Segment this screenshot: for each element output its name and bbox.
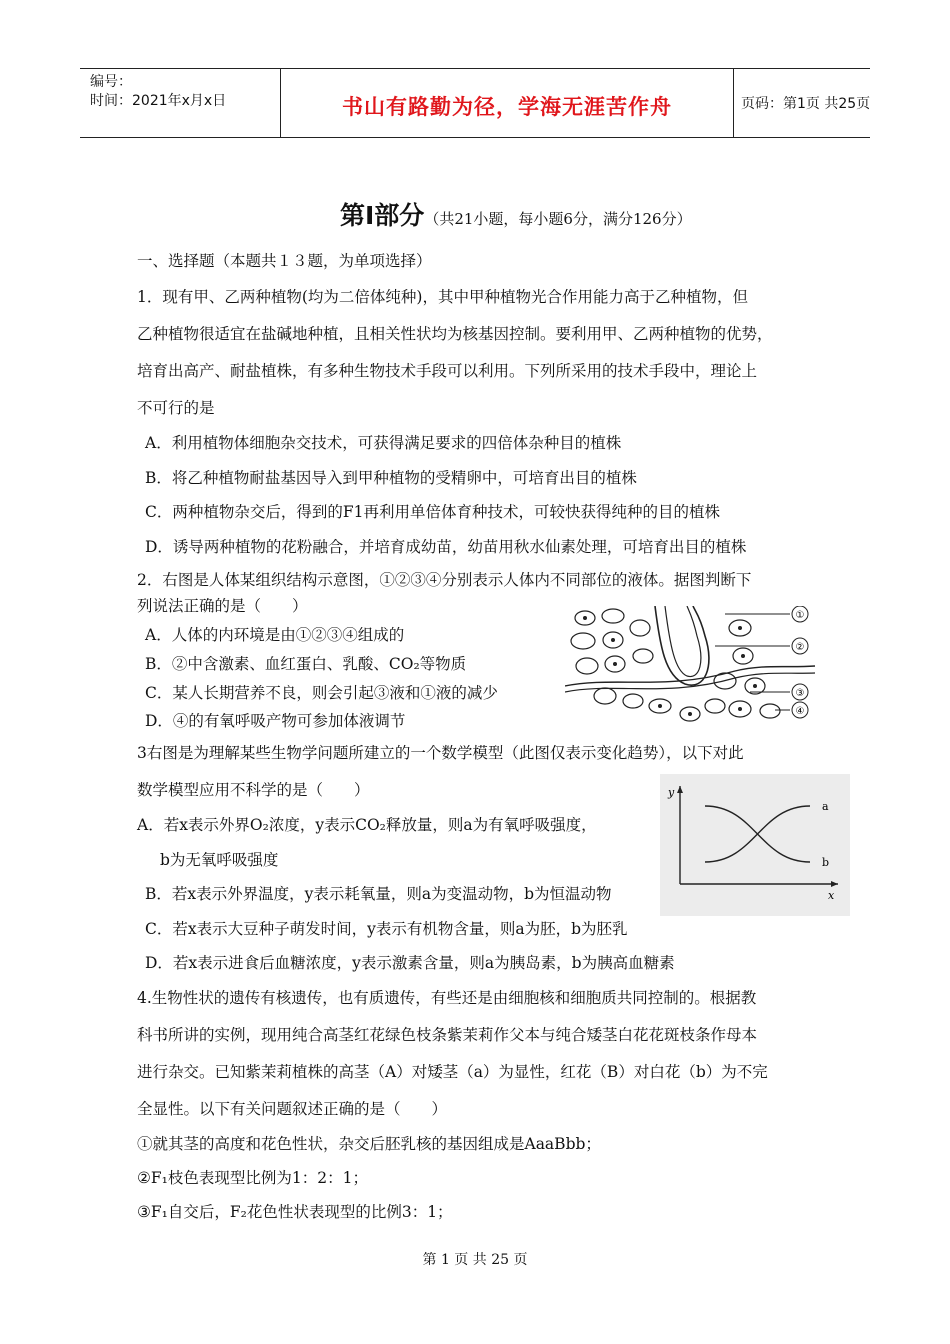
q2-option-d: D．④的有氧呼吸产物可参加体液调节 [145,712,406,730]
figure-label-3: ③ [795,688,805,699]
q1-option-a: A．利用植物体细胞杂交技术，可获得满足要求的四倍体杂种目的植株 [145,434,622,452]
chart-background [660,774,850,916]
q1-line: 不可行的是 [137,399,215,417]
q2-option-b: B．②中含激素、血红蛋白、乳酸、CO₂等物质 [145,655,467,673]
q1-option-d: D．诱导两种植物的花粉融合，并培育成幼苗，幼苗用秋水仙素处理，可培育出目的植株 [145,538,747,556]
time-label: 时间：2021年x月x日 [90,93,227,109]
math-model-chart [660,774,850,916]
header-table [80,68,870,138]
header-left-cell [80,69,280,137]
header-right-cell [733,69,870,137]
q3-option-a: A．若x表示外界O₂浓度，y表示CO₂释放量，则a为有氧呼吸强度， [137,816,597,834]
figure-label-2: ② [795,642,805,653]
series-b-label: b [822,856,830,869]
part-heading: 一、选择题（本题共１３题，为单项选择） [137,252,432,270]
section-title: 第Ⅰ部分 [340,201,425,230]
q1-line: 培育出高产、耐盐植株，有多种生物技术手段可以利用。下列所采用的技术手段中，理论上 [137,362,758,380]
q2-line: 2．右图是人体某组织结构示意图，①②③④分别表示人体内不同部位的液体。据图判断下 [137,571,752,589]
section-subtitle: （共21小题，每小题6分，满分126分） [424,210,692,228]
q1-line: 1．现有甲、乙两种植物(均为二倍体纯种)，其中甲种植物光合作用能力高于乙种植物，但 [137,288,748,306]
q3-option-d: D．若x表示进食后血糖浓度，y表示激素含量，则a为胰岛素，b为胰高血糖素 [145,954,675,972]
q4-line: 科书所讲的实例，现用纯合高茎红花绿色枝条紫茉莉作父本与纯合矮茎白花花斑枝条作母本 [137,1026,758,1044]
q4-item: ①就其茎的高度和花色性状，杂交后胚乳核的基因组成是AaaBbb； [137,1135,601,1153]
q3-option-b: B．若x表示外界温度，y表示耗氧量，则a为变温动物，b为恒温动物 [145,885,612,903]
tissue-figure [565,606,820,726]
page-info: 页码：第1页 共25页 [741,96,871,112]
q2-option-a: A．人体的内环境是由①②③④组成的 [145,626,405,644]
q1-option-b: B．将乙种植物耐盐基因导入到甲种植物的受精卵中，可培育出目的植株 [145,469,637,487]
q1-option-c: C．两种植物杂交后，得到的F1再利用单倍体育种技术，可较快获得纯种的目的植株 [145,503,720,521]
header-motto-cell [280,69,734,137]
figure-label-4: ④ [795,706,805,717]
y-axis-label: y [668,786,675,799]
x-axis-label: x [828,889,835,902]
q3-option-c: C．若x表示大豆种子萌发时间，y表示有机物含量，则a为胚，b为胚乳 [145,920,628,938]
q4-line: 4.生物性状的遗传有核遗传，也有质遗传，有些还是由细胞核和细胞质共同控制的。根据教 [137,989,757,1007]
q4-line: 进行杂交。已知紫茉莉植株的高茎（A）对矮茎（a）为显性，红花（B）对白花（b）为不完 [137,1063,768,1081]
q3-line: 3右图是为理解某些生物学问题所建立的一个数学模型（此图仅表示变化趋势），以下对此 [137,744,744,762]
q4-line: 全显性。以下有关问题叙述正确的是（ ） [137,1100,448,1118]
series-a-label: a [822,800,829,813]
figure-label-1: ① [795,610,805,621]
q1-line: 乙种植物很适宜在盐碱地种植，且相关性状均为核基因控制。要利用甲、乙两种植物的优势， [137,325,773,343]
q4-item: ②F₁枝色表现型比例为1：2：1； [137,1169,368,1187]
q2-line: 列说法正确的是（ ） [137,597,308,615]
section-title-row [340,196,692,232]
page-footer: 第 1 页 共 25 页 [422,1252,528,1268]
motto-text: 书山有路勤为径，学海无涯苦作舟 [342,95,672,119]
serial-label: 编号： [90,74,132,90]
q2-option-c: C．某人长期营养不良，则会引起③液和①液的减少 [145,684,498,702]
q3-option-a-cont: b为无氧呼吸强度 [160,851,279,869]
q3-line: 数学模型应用不科学的是（ ） [137,781,370,799]
q4-item: ③F₁自交后，F₂花色性状表现型的比例3：1； [137,1203,453,1221]
